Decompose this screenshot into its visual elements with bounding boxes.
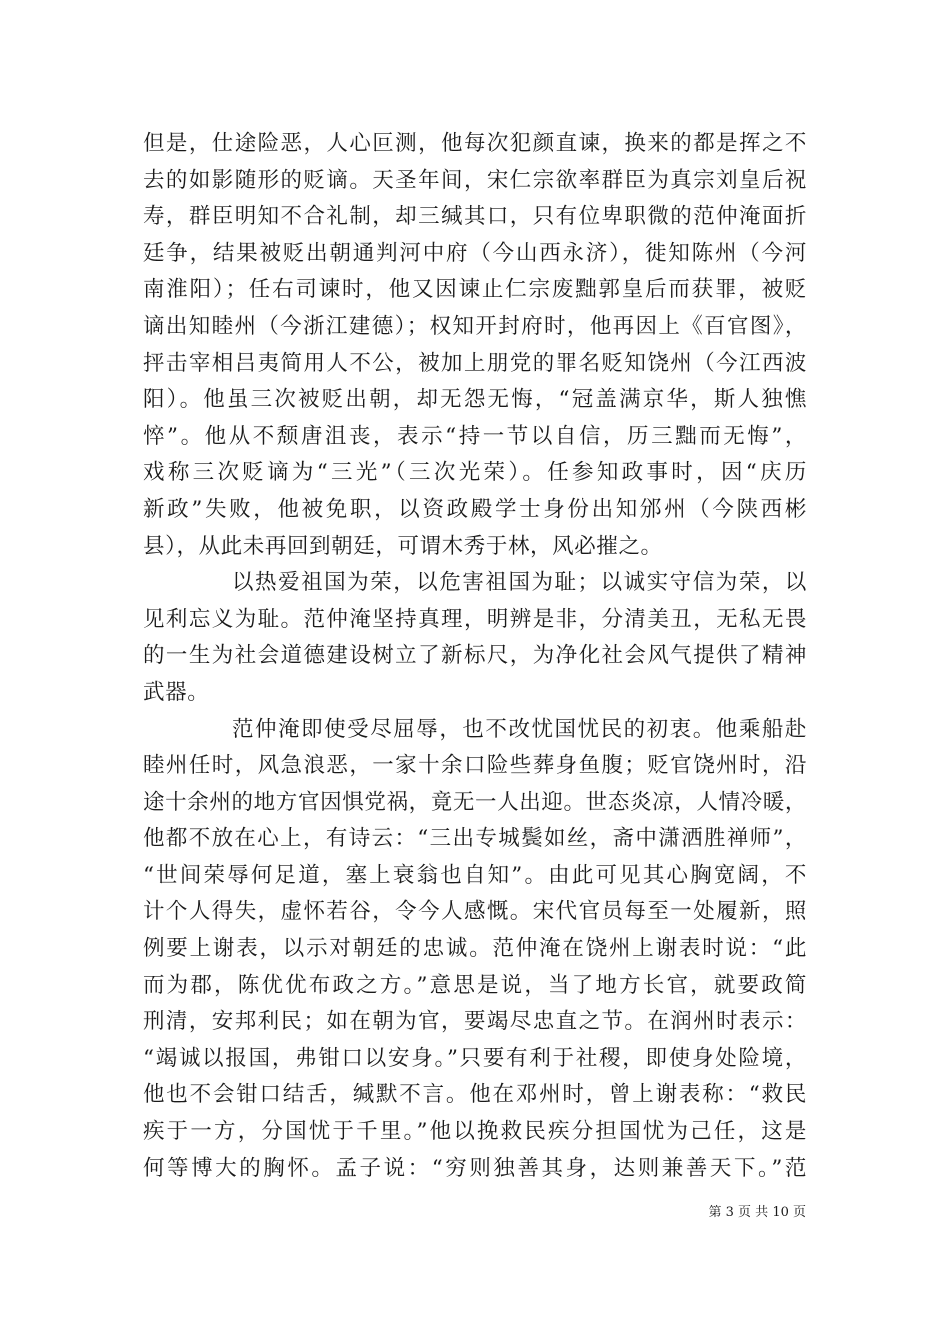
text-line: 谪出知睦州（今浙江建德）；权知开封府时，他再因上《百官图》， (143, 313, 807, 339)
paragraph-first-line: 以热爱祖国为荣，以危害祖国为耻；以诚实守信为荣，以 (232, 570, 807, 596)
document-body (143, 126, 807, 1187)
text-line: 阳）。他虽三次被贬出朝，却无怨无悔，“冠盖满京华，斯人独憔 (143, 387, 807, 413)
text-line: 何等博大的胸怀。孟子说：“穷则独善其身，达则兼善天下。”范 (143, 1155, 807, 1181)
text-line: 南淮阳）；任右司谏时，他又因谏止仁宗废黜郭皇后而获罪，被贬 (143, 277, 807, 303)
text-line: “竭诚以报国，弗钳口以安身。”只要有利于社稷，即使身处险境， (143, 1045, 807, 1071)
text-line: 计个人得失，虚怀若谷，令今人感慨。宋代官员每至一处履新，照 (143, 899, 807, 925)
text-line: 睦州任时，风急浪恶，一家十余口险些葬身鱼腹；贬官饶州时，沿 (143, 753, 807, 779)
text-line: 见利忘义为耻。范仲淹坚持真理，明辨是非，分清美丑，无私无畏 (143, 606, 807, 632)
text-line: 抨击宰相吕夷简用人不公，被加上朋党的罪名贬知饶州（今江西波 (143, 350, 807, 376)
text-line: “世间荣辱何足道，塞上衰翁也自知”。由此可见其心胸宽阔，不 (143, 862, 807, 888)
text-line: 的一生为社会道德建设树立了新标尺，为净化社会风气提供了精神 (143, 643, 807, 669)
text-line: 寿，群臣明知不合礼制，却三缄其口，只有位卑职微的范仲淹面折 (143, 204, 807, 230)
text-line: 他也不会钳口结舌，缄默不言。他在邓州时，曾上谢表称：“救民 (143, 1082, 807, 1108)
text-line: 疾于一方，分国忧于千里。”他以挽救民疾分担国忧为己任，这是 (143, 1119, 807, 1145)
text-line: 悴”。他从不颓唐沮丧，表示“持一节以自信，历三黜而无悔”， (143, 423, 807, 449)
page-footer: 第 3 页 共 10 页 (708, 1205, 806, 1220)
text-line: 例要上谢表，以示对朝廷的忠诚。范仲淹在饶州上谢表时说：“此 (143, 936, 807, 962)
text-line: 他都不放在心上，有诗云：“三出专城鬓如丝，斋中潇洒胜禅师”， (143, 826, 807, 852)
text-line: 途十余州的地方官因惧党祸，竟无一人出迎。世态炎凉，人情冷暖， (143, 789, 807, 815)
text-line: 戏称三次贬谪为“三光”（三次光荣）。任参知政事时，因“庆历 (143, 460, 807, 486)
text-line: 去的如影随形的贬谪。天圣年间，宋仁宗欲率群臣为真宗刘皇后祝 (143, 167, 807, 193)
text-line: 武器。 (143, 679, 210, 705)
text-line: 新政”失败，他被免职，以资政殿学士身份出知邠州（今陕西彬 (143, 496, 807, 522)
text-line: 廷争，结果被贬出朝通判河中府（今山西永济），徙知陈州（今河 (143, 240, 807, 266)
text-line: 而为郡，陈优优布政之方。”意思是说，当了地方长官，就要政简 (143, 972, 807, 998)
text-line: 刑清，安邦利民；如在朝为官，要竭尽忠直之节。在润州时表示： (143, 1009, 807, 1035)
text-line: 县），从此未再回到朝廷，可谓木秀于林，风必摧之。 (143, 533, 663, 559)
paragraph-first-line: 范仲淹即使受尽屈辱，也不改忧国忧民的初衷。他乘船赴 (232, 716, 807, 742)
text-line: 但是，仕途险恶，人心叵测，他每次犯颜直谏，换来的都是挥之不 (143, 131, 807, 156)
